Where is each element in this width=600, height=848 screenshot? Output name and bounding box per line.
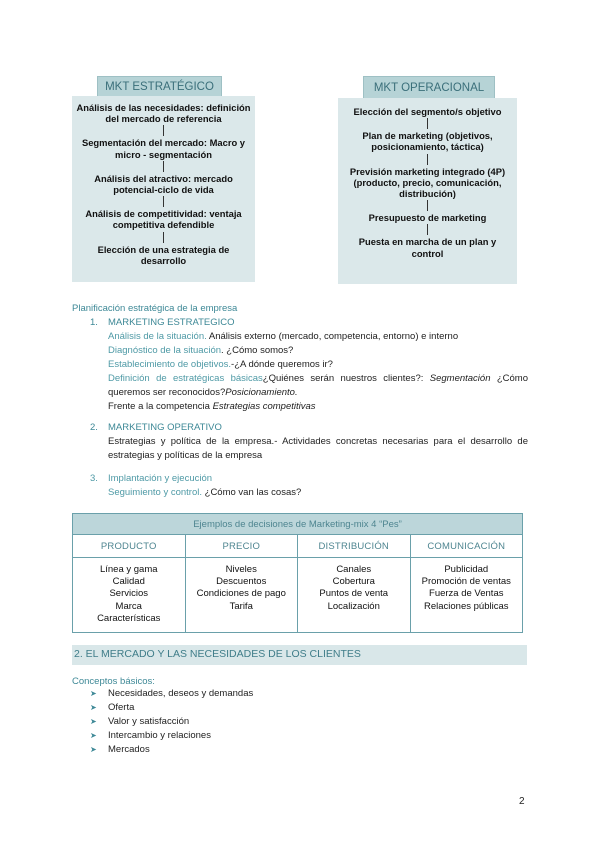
step-connector: [427, 118, 428, 129]
strategic-box-title: MKT ESTRATÉGICO: [97, 76, 222, 98]
operational-step: Plan de marketing (objetivos, posicionamiento, táctica): [362, 130, 493, 153]
cell-item: Descuentos: [216, 576, 267, 588]
strategies-line: [108, 372, 528, 386]
strategic-step: Análisis del atractivo: mercado potencial-ciclo de vida: [94, 172, 233, 196]
list-item-text: Valor y satisfacción: [108, 716, 190, 727]
list-item: [90, 715, 253, 729]
list-item: [90, 701, 253, 715]
operational-box: [338, 98, 517, 284]
line-label: Establecimiento de objetivos.: [108, 359, 232, 370]
operational-step: Previsión marketing integrado (4P) (producto, precio, comunicación, distribución): [349, 165, 506, 200]
line-text: Análisis externo (mercado, competencia, entorno) e interno: [206, 331, 459, 342]
list-item-text: Oferta: [108, 702, 135, 713]
concepts-list: [90, 687, 253, 757]
cell-item: Marca: [115, 600, 142, 612]
step-connector: [163, 161, 164, 172]
line-emphasis: Segmentación: [429, 373, 491, 384]
line-label: Seguimiento y control.: [108, 487, 202, 498]
line-label: Definición de estratégicas básicas: [108, 373, 263, 384]
column-header: PRODUCTO: [73, 535, 186, 558]
cell-item: Servicios: [109, 588, 149, 600]
column-header: DISTRIBUCIÓN: [298, 535, 411, 558]
column-header: PRECIO: [185, 535, 298, 558]
step-connector: [427, 200, 428, 211]
line-text: ¿Quiénes serán nuestros clientes?:: [262, 373, 430, 384]
positioning-line: [108, 386, 528, 400]
strategic-step: Segmentación del mercado: Macro y micro - segmentación: [81, 137, 246, 160]
line-text: ¿Cómo van las cosas?: [202, 487, 302, 498]
cell-item: Línea y gama: [99, 564, 158, 575]
section-title: Implantación y ejecución: [108, 473, 213, 484]
table-title: Ejemplos de decisiones de Marketing-mix 4 “Pes”: [73, 514, 523, 535]
cell-item: Canales: [336, 564, 372, 575]
operational-step: Presupuesto de marketing: [368, 212, 487, 224]
line-label: Diagnóstico de la situación: [108, 345, 222, 356]
list-item: [90, 729, 253, 743]
section-title: MARKETING ESTRATEGICO: [108, 317, 235, 328]
arrow-bullet-icon: ➤: [90, 731, 97, 740]
cell-item: Cobertura: [332, 576, 375, 588]
page-number: 2: [519, 796, 525, 807]
table-cell: [410, 558, 523, 633]
control-line: [108, 486, 528, 500]
operational-step: Elección del segmento/s objetivo: [353, 106, 502, 117]
diagnosis-line: [108, 344, 528, 358]
cell-item: Relaciones públicas: [424, 600, 509, 612]
step-connector: [163, 125, 164, 136]
section-number: 2.: [90, 422, 98, 433]
section-number: 1.: [90, 317, 98, 328]
line-text: . ¿Cómo somos?: [221, 345, 294, 356]
arrow-bullet-icon: ➤: [90, 703, 97, 712]
arrow-bullet-icon: ➤: [90, 717, 97, 726]
strategic-step: Análisis de competitividad: ventaja competitiva defendible: [85, 208, 242, 231]
arrow-bullet-icon: ➤: [90, 745, 97, 754]
table-cell: [298, 558, 411, 633]
list-item: [90, 743, 253, 757]
cell-item: Niveles: [225, 564, 257, 575]
step-connector: [427, 224, 428, 235]
line-emphasis: Estrategias competitivas: [212, 401, 316, 412]
section-title: MARKETING OPERATIVO: [108, 422, 222, 433]
line-text: Frente a la competencia: [108, 401, 213, 412]
step-connector: [163, 232, 164, 243]
concepts-heading: Conceptos básicos:: [72, 676, 155, 687]
table-cell: [73, 558, 186, 633]
competition-line: [108, 400, 528, 414]
list-item-text: Intercambio y relaciones: [108, 730, 211, 741]
list-item-text: Mercados: [108, 744, 150, 755]
cell-item: Fuerza de Ventas: [429, 588, 504, 600]
line-text: -¿A dónde queremos ir?: [231, 359, 333, 370]
operative-text: estrategias y políticas de la empresa: [108, 450, 263, 461]
arrow-bullet-icon: ➤: [90, 689, 97, 698]
cell-item: Calidad: [112, 576, 145, 588]
line-text: queremos ser reconocidos?: [108, 387, 226, 398]
column-header: COMUNICACIÓN: [410, 535, 523, 558]
cell-item: Características: [97, 612, 161, 624]
situation-analysis-line: [108, 330, 528, 344]
section-banner: [72, 645, 527, 665]
section-title: 2. EL MERCADO Y LAS NECESIDADES DE LOS CLIENTES: [74, 648, 361, 660]
operative-text: Estrategias y política de la empresa.- Actividades concretas necesarias para el desarrollo de: [108, 436, 528, 447]
step-connector: [163, 196, 164, 207]
strategic-step: Elección de una estrategia de desarrollo: [97, 243, 230, 266]
cell-item: Puntos de venta: [319, 588, 389, 600]
cell-item: Tarifa: [229, 600, 253, 612]
cell-item: Promoción de ventas: [421, 576, 511, 588]
strategic-step: Análisis de las necesidades: definición del mercado de referencia: [76, 102, 251, 125]
list-item: [90, 687, 253, 701]
cell-item: Condiciones de pago: [196, 588, 286, 600]
marketing-mix-table: [72, 513, 523, 633]
table-cell: [185, 558, 298, 633]
cell-item: Localización: [327, 600, 380, 612]
strategic-box: [72, 96, 255, 282]
line-emphasis: Posicionamiento.: [225, 387, 298, 398]
line-text: ¿Cómo: [490, 373, 528, 384]
operational-step: Puesta en marcha de un plan y control: [358, 236, 497, 259]
objectives-line: [108, 358, 528, 372]
line-label: Análisis de la situación.: [108, 331, 207, 342]
operational-box-title: MKT OPERACIONAL: [363, 76, 495, 100]
step-connector: [427, 154, 428, 165]
cell-item: Publicidad: [444, 564, 489, 575]
planning-heading: Planificación estratégica de la empresa: [72, 303, 238, 314]
list-item-text: Necesidades, deseos y demandas: [108, 688, 254, 699]
section-number: 3.: [90, 473, 98, 484]
